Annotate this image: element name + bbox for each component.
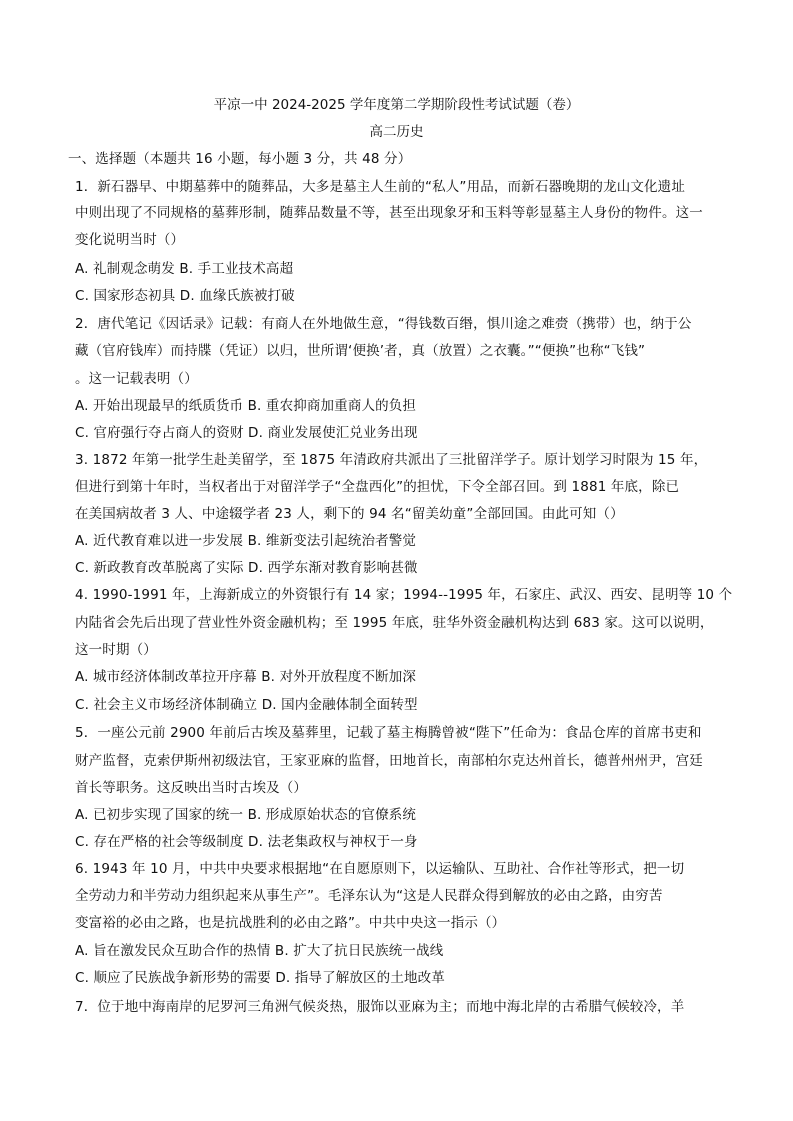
text-line: 中则出现了不同规格的墓葬形制，随葬品数量不等，甚至出现象牙和玉料等彰显墓主人身份的物件。这一 [75, 205, 703, 221]
option-line: C. 新政教育改革脱离了实际 D. 西学东渐对教育影响甚微 [75, 560, 418, 576]
text-line: 在美国病故者 3 人、中途辍学者 23 人，剩下的 94 名“留美幼童”全部回国。由此可知（） [75, 506, 624, 522]
text-line: 变化说明当时（） [75, 232, 185, 248]
option-line: C. 国家形态初具 D. 血缘氏族被打破 [75, 288, 295, 304]
text-line: 。这一记载表明（） [75, 371, 198, 387]
text-line: 6. 1943 年 10 月，中共中央要求根据地“在自愿原则下，以运输队、互助社、合作社等形式，把一切 [75, 861, 685, 877]
text-line: 藏（官府钱库）而持牒（凭证）以归，世所谓‘便换’者，真（放置）之衣囊。”“便换”也称“飞钱” [75, 343, 646, 359]
text-line: 5．一座公元前 2900 年前后古埃及墓葬里，记载了墓主梅腾曾被“陛下”任命为：食品仓库的首席书吏和 [75, 725, 702, 741]
option-line: A. 开始出现最早的纸质货币 B. 重农抑商加重商人的负担 [75, 398, 417, 414]
text-line: 全劳动力和半劳动力组织起来从事生产”。毛泽东认为“这是人民群众得到解放的必由之路，由穷苦 [75, 888, 663, 904]
option-line: C. 社会主义市场经济体制确立 D. 国内金融体制全面转型 [75, 697, 418, 713]
text-line: 1．新石器早、中期墓葬中的随葬品，大多是墓主人生前的“私人”用品，而新石器晚期的龙山文化遗址 [75, 179, 685, 195]
option-line: A. 城市经济体制改革拉开序幕 B. 对外开放程度不断加深 [75, 669, 417, 685]
text-line: 变富裕的必由之路，也是抗战胜利的必由之路”。中共中央这一指示（） [75, 915, 506, 931]
section-heading: 一、选择题（本题共 16 小题，每小题 3 分，共 48 分） [68, 151, 412, 167]
option-line: C. 存在严格的社会等级制度 D. 法老集政权与神权于一身 [75, 834, 418, 850]
exam-title: 平凉一中 2024-2025 学年度第二学期阶段性考试试题（卷） [213, 97, 580, 113]
option-line: A. 礼制观念萌发 B. 手工业技术高超 [75, 261, 294, 277]
text-line: 财产监督，克索伊斯州初级法官，王家亚麻的监督，田地首长，南部柏尔克达州首长，德普州州尹，宫廷 [75, 753, 703, 769]
text-line: 但进行到第十年时，当权者出于对留洋学子“全盘西化”的担忧，下令全部召回。到 1881 年底，除已 [75, 479, 680, 495]
exam-subject: 高二历史 [369, 124, 424, 140]
option-line: A. 旨在激发民众互助合作的热情 B. 扩大了抗日民族统一战线 [75, 943, 444, 959]
text-line: 3. 1872 年第一批学生赴美留学，至 1875 年清政府共派出了三批留洋学子。原计划学习时限为 15 年， [75, 452, 708, 468]
text-line: 这一时期（） [75, 642, 157, 658]
option-line: C. 官府强行夺占商人的资财 D. 商业发展使汇兑业务出现 [75, 425, 418, 441]
option-line: C. 顺应了民族战争新形势的需要 D. 指导了解放区的土地改革 [75, 970, 445, 986]
text-line: 4. 1990-1991 年，上海新成立的外资银行有 14 家；1994--1995 年，石家庄、武汉、西安、昆明等 10 个 [75, 587, 733, 603]
option-line: A. 近代教育难以进一步发展 B. 维新变法引起统治者警觉 [75, 533, 417, 549]
text-line: 首长等职务。这反映出当时古埃及（） [75, 780, 308, 796]
text-line: 7．位于地中海南岸的尼罗河三角洲气候炎热，服饰以亚麻为主；而地中海北岸的古希腊气候较冷，羊 [75, 999, 685, 1015]
text-line: 2．唐代笔记《因话录》记载：有商人在外地做生意，“得钱数百缗，惧川途之难赍（携带）也，纳于公 [75, 316, 692, 332]
text-line: 内陆省会先后出现了营业性外资金融机构；至 1995 年底，驻华外资金融机构达到 683 家。这可以说明， [75, 615, 714, 631]
option-line: A. 已初步实现了国家的统一 B. 形成原始状态的官僚系统 [75, 807, 417, 823]
